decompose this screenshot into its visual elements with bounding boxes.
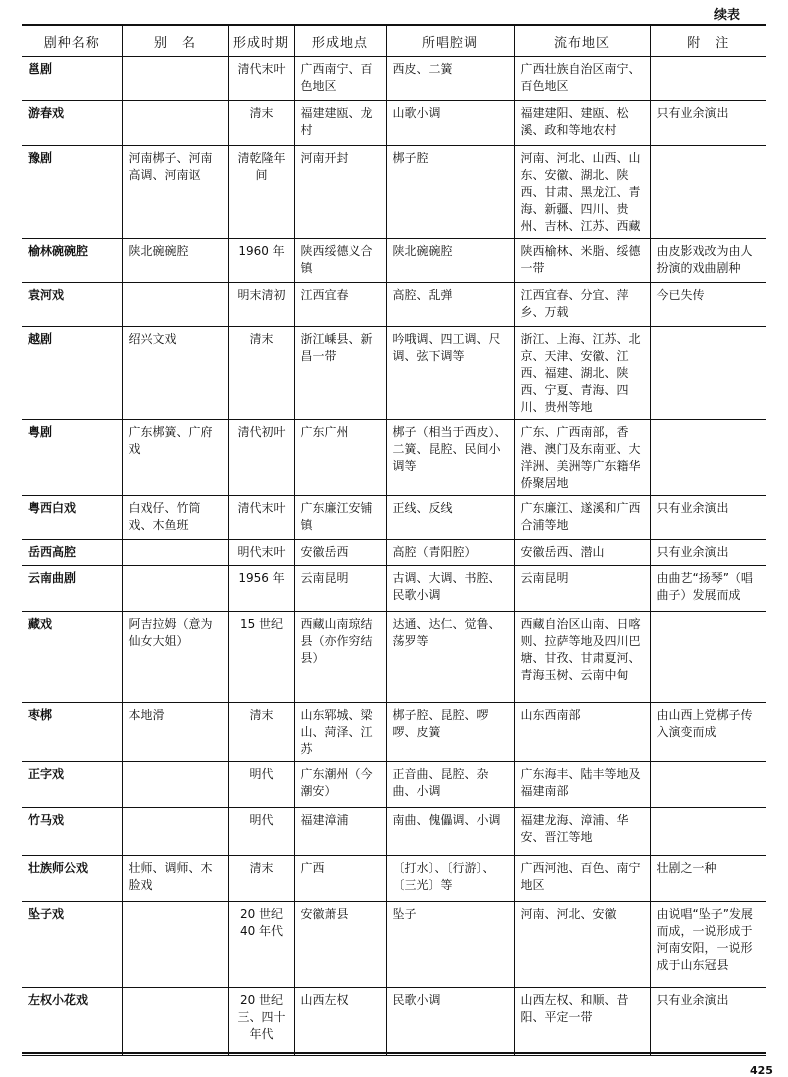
- genre-name-cell: 壮族师公戏: [22, 856, 122, 902]
- note-cell: [650, 327, 766, 420]
- table-row: [22, 762, 766, 808]
- region-cell: 陕西榆林、米脂、绥德一带: [514, 239, 650, 283]
- period-cell: 明代末叶: [228, 540, 294, 566]
- genre-name-cell: 枣梆: [22, 703, 122, 762]
- genre-name-cell: 左权小花戏: [22, 988, 122, 1056]
- region-cell: 广西壮族自治区南宁、百色地区: [514, 57, 650, 101]
- place-cell: 浙江嵊县、新昌一带: [294, 327, 386, 420]
- note-cell: 今已失传: [650, 283, 766, 327]
- tunes-cell: 梆子腔、昆腔、啰啰、皮簧: [386, 703, 514, 762]
- table-header: [22, 26, 766, 57]
- region-cell: 山西左权、和顺、昔阳、平定一带: [514, 988, 650, 1056]
- region-cell: 广东、广西南部，香港、澳门及东南亚、大洋洲、美洲等广东籍华侨聚居地: [514, 420, 650, 496]
- period-cell: 清乾隆年间: [228, 146, 294, 239]
- column-header: 形成地点: [294, 26, 386, 57]
- alias-cell: [122, 988, 228, 1056]
- place-cell: 福建漳浦: [294, 808, 386, 856]
- tunes-cell: 南曲、傀儡调、小调: [386, 808, 514, 856]
- alias-cell: 广东梆簧、广府戏: [122, 420, 228, 496]
- period-cell: 1960 年: [228, 239, 294, 283]
- table-row: [22, 420, 766, 496]
- period-cell: 清末: [228, 101, 294, 146]
- table-row: [22, 496, 766, 540]
- place-cell: 广东潮州（今潮安）: [294, 762, 386, 808]
- region-cell: 福建建阳、建瓯、松溪、政和等地农村: [514, 101, 650, 146]
- region-cell: 云南昆明: [514, 566, 650, 612]
- place-cell: 河南开封: [294, 146, 386, 239]
- place-cell: 福建建瓯、龙村: [294, 101, 386, 146]
- tunes-cell: 梆子（相当于西皮）、二簧、昆腔、民间小调等: [386, 420, 514, 496]
- table-row: [22, 57, 766, 101]
- alias-cell: 绍兴文戏: [122, 327, 228, 420]
- place-cell: 广东广州: [294, 420, 386, 496]
- table-row: [22, 327, 766, 420]
- alias-cell: [122, 101, 228, 146]
- period-cell: 清代初叶: [228, 420, 294, 496]
- region-cell: 安徽岳西、潜山: [514, 540, 650, 566]
- note-cell: [650, 808, 766, 856]
- genre-name-cell: 越剧: [22, 327, 122, 420]
- table-row: [22, 566, 766, 612]
- period-cell: 15 世纪: [228, 612, 294, 703]
- note-cell: 只有业余演出: [650, 496, 766, 540]
- period-cell: 1956 年: [228, 566, 294, 612]
- table-row: [22, 540, 766, 566]
- table-row: [22, 146, 766, 239]
- table-row: [22, 239, 766, 283]
- note-cell: [650, 420, 766, 496]
- bottom-rule: [22, 1052, 766, 1054]
- period-cell: 20 世纪 40 年代: [228, 902, 294, 988]
- alias-cell: [122, 808, 228, 856]
- region-cell: 河南、河北、山西、山东、安徽、湖北、陕西、甘肃、黑龙江、青海、新疆、四川、贵州、吉林、江苏、西藏: [514, 146, 650, 239]
- tunes-cell: 正音曲、昆腔、杂曲、小调: [386, 762, 514, 808]
- alias-cell: 河南梆子、河南高调、河南讴: [122, 146, 228, 239]
- note-cell: 只有业余演出: [650, 988, 766, 1056]
- region-cell: 西藏自治区山南、日喀则、拉萨等地及四川巴塘、甘孜、甘肃夏河、青海玉树、云南中甸: [514, 612, 650, 703]
- place-cell: 广东廉江安铺镇: [294, 496, 386, 540]
- tunes-cell: 高腔、乱弹: [386, 283, 514, 327]
- table-row: [22, 988, 766, 1056]
- place-cell: 江西宜春: [294, 283, 386, 327]
- column-header: 流布地区: [514, 26, 650, 57]
- period-cell: 清末: [228, 703, 294, 762]
- table-row: [22, 101, 766, 146]
- tunes-cell: 陕北碗碗腔: [386, 239, 514, 283]
- alias-cell: [122, 540, 228, 566]
- tunes-cell: 达通、达仁、觉鲁、荡罗等: [386, 612, 514, 703]
- column-header: 剧种名称: [22, 26, 122, 57]
- period-cell: 清代末叶: [228, 57, 294, 101]
- note-cell: 由皮影戏改为由人扮演的戏曲剧种: [650, 239, 766, 283]
- tunes-cell: 西皮、二簧: [386, 57, 514, 101]
- genre-name-cell: 正字戏: [22, 762, 122, 808]
- genre-name-cell: 坠子戏: [22, 902, 122, 988]
- genre-name-cell: 游春戏: [22, 101, 122, 146]
- note-cell: 只有业余演出: [650, 101, 766, 146]
- genre-name-cell: 粤西白戏: [22, 496, 122, 540]
- tunes-cell: 〔打水〕、〔行游〕、〔三光〕等: [386, 856, 514, 902]
- period-cell: 明代: [228, 762, 294, 808]
- tunes-cell: 民歌小调: [386, 988, 514, 1056]
- note-cell: 由曲艺“扬琴”（唱曲子）发展而成: [650, 566, 766, 612]
- alias-cell: 本地滑: [122, 703, 228, 762]
- place-cell: 云南昆明: [294, 566, 386, 612]
- genre-name-cell: 云南曲剧: [22, 566, 122, 612]
- alias-cell: [122, 902, 228, 988]
- region-cell: 浙江、上海、江苏、北京、天津、安徽、江西、福建、湖北、陕西、宁夏、青海、四川、贵州等地: [514, 327, 650, 420]
- column-header: 别 名: [122, 26, 228, 57]
- place-cell: 安徽岳西: [294, 540, 386, 566]
- table-row: [22, 808, 766, 856]
- table-row: [22, 902, 766, 988]
- table-body: [22, 57, 766, 1056]
- place-cell: 广西南宁、百色地区: [294, 57, 386, 101]
- place-cell: 西藏山南琼结县（亦作穷结县）: [294, 612, 386, 703]
- genre-name-cell: 竹马戏: [22, 808, 122, 856]
- table-row: [22, 703, 766, 762]
- column-header: 附 注: [650, 26, 766, 57]
- note-cell: [650, 612, 766, 703]
- note-cell: 由山西上党梆子传入演变而成: [650, 703, 766, 762]
- period-cell: 清末: [228, 856, 294, 902]
- place-cell: 安徽萧县: [294, 902, 386, 988]
- tunes-cell: 吟哦调、四工调、尺调、弦下调等: [386, 327, 514, 420]
- period-cell: 20 世纪三、四十年代: [228, 988, 294, 1056]
- place-cell: 广西: [294, 856, 386, 902]
- table-row: [22, 612, 766, 703]
- alias-cell: 陕北碗碗腔: [122, 239, 228, 283]
- note-cell: 由说唱“坠子”发展而成，一说形成于河南安阳，一说形成于山东冠县: [650, 902, 766, 988]
- opera-genres-table: [22, 26, 766, 1056]
- region-cell: 福建龙海、漳浦、华安、晋江等地: [514, 808, 650, 856]
- table-row: [22, 283, 766, 327]
- tunes-cell: 坠子: [386, 902, 514, 988]
- alias-cell: [122, 57, 228, 101]
- alias-cell: 壮师、调师、木脸戏: [122, 856, 228, 902]
- tunes-cell: 古调、大调、书腔、民歌小调: [386, 566, 514, 612]
- tunes-cell: 山歌小调: [386, 101, 514, 146]
- note-cell: 壮剧之一种: [650, 856, 766, 902]
- alias-cell: [122, 566, 228, 612]
- region-cell: 广东廉江、遂溪和广西合浦等地: [514, 496, 650, 540]
- tunes-cell: 正线、反线: [386, 496, 514, 540]
- alias-cell: [122, 283, 228, 327]
- note-cell: [650, 146, 766, 239]
- genre-name-cell: 邕剧: [22, 57, 122, 101]
- alias-cell: 白戏仔、竹筒戏、木鱼班: [122, 496, 228, 540]
- column-header: 形成时期: [228, 26, 294, 57]
- region-cell: 河南、河北、安徽: [514, 902, 650, 988]
- genre-name-cell: 粤剧: [22, 420, 122, 496]
- region-cell: 广西河池、百色、南宁地区: [514, 856, 650, 902]
- genre-name-cell: 榆林碗碗腔: [22, 239, 122, 283]
- genre-name-cell: 岳西高腔: [22, 540, 122, 566]
- note-cell: [650, 762, 766, 808]
- page-number: 425: [750, 1064, 773, 1077]
- place-cell: 陕西绥德义合镇: [294, 239, 386, 283]
- header-row: [22, 26, 766, 57]
- continued-label: 续表: [714, 8, 741, 23]
- table-row: [22, 856, 766, 902]
- alias-cell: [122, 762, 228, 808]
- genre-name-cell: 藏戏: [22, 612, 122, 703]
- genre-name-cell: 袁河戏: [22, 283, 122, 327]
- region-cell: 广东海丰、陆丰等地及福建南部: [514, 762, 650, 808]
- period-cell: 清代末叶: [228, 496, 294, 540]
- period-cell: 明末清初: [228, 283, 294, 327]
- column-header: 所唱腔调: [386, 26, 514, 57]
- tunes-cell: 高腔（青阳腔）: [386, 540, 514, 566]
- period-cell: 清末: [228, 327, 294, 420]
- note-cell: 只有业余演出: [650, 540, 766, 566]
- region-cell: 山东西南部: [514, 703, 650, 762]
- genre-name-cell: 豫剧: [22, 146, 122, 239]
- place-cell: 山西左权: [294, 988, 386, 1056]
- region-cell: 江西宜春、分宜、萍乡、万载: [514, 283, 650, 327]
- tunes-cell: 梆子腔: [386, 146, 514, 239]
- alias-cell: 阿吉拉姆（意为仙女大姐）: [122, 612, 228, 703]
- note-cell: [650, 57, 766, 101]
- place-cell: 山东郓城、梁山、菏泽、江苏: [294, 703, 386, 762]
- period-cell: 明代: [228, 808, 294, 856]
